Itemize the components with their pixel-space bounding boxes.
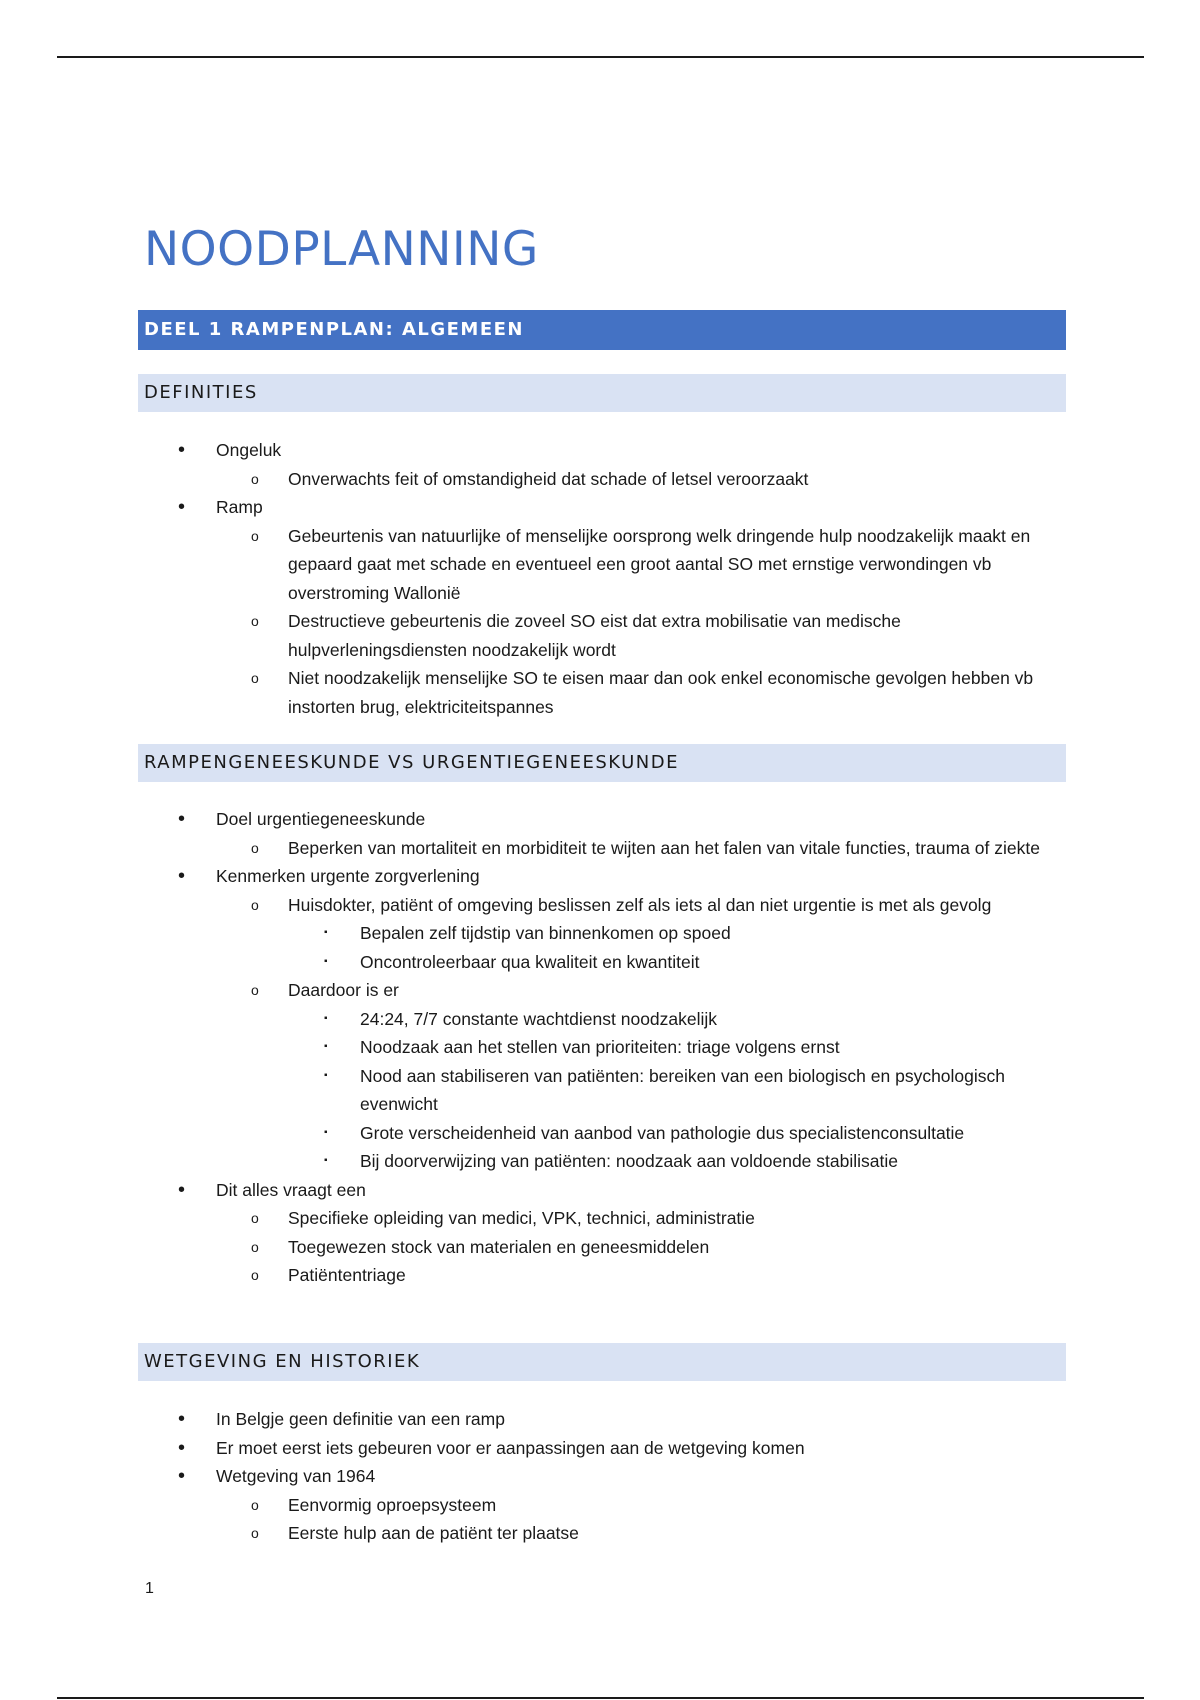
list-item-text: Bij doorverwijzing van patiënten: noodzaak aan voldoende stabilisatie (360, 1151, 898, 1171)
section-list (138, 805, 1066, 1290)
list-item-text: Bepalen zelf tijdstip van binnenkomen op spoed (360, 923, 731, 943)
page-number: 1 (145, 1580, 154, 1597)
document-title: NOODPLANNING (144, 222, 539, 277)
bullet-marker: o (251, 470, 259, 487)
list-item (138, 834, 1066, 863)
list-item (138, 436, 1066, 465)
list-item (138, 1434, 1066, 1463)
section-list (138, 1405, 1066, 1548)
list-item (138, 1204, 1066, 1233)
header-rule (57, 56, 1144, 58)
bullet-marker: • (178, 439, 186, 461)
list-item-text: Gebeurtenis van natuurlijke of menselijke oorsprong welk dringende hulp noodzakelijk maakt en gepaard gaat met schade en eventueel een groot aantal SO met ernstige verwondingen vb overstroming Wallonië (288, 525, 1031, 603)
list-item-text: Ongeluk (216, 440, 282, 460)
part-heading: DEEL 1 RAMPENPLAN: ALGEMEEN (138, 310, 1066, 350)
list-item (138, 1462, 1066, 1491)
bullet-marker: • (178, 1436, 186, 1459)
list-item-text: Patiëntentriage (288, 1265, 406, 1285)
bullet-marker: ▪ (324, 1069, 328, 1081)
bullet-marker: ▪ (324, 927, 328, 938)
bullet-marker: • (178, 1178, 186, 1201)
list-item-text: Toegewezen stock van materialen en geneesmiddelen (288, 1236, 710, 1257)
bullet-marker: o (251, 982, 259, 998)
list-item-text: Noodzaak aan het stellen van prioriteiten: triage volgens ernst (360, 1037, 840, 1057)
section-heading: RAMPENGENEESKUNDE VS URGENTIEGENEESKUNDE (138, 744, 1066, 782)
list-item-text: Oncontroleerbaar qua kwaliteit en kwantiteit (360, 951, 700, 972)
section-heading: DEFINITIES (138, 374, 1066, 412)
bullet-marker: ▪ (324, 955, 328, 967)
list-item-text: Dit alles vraagt een (216, 1179, 366, 1200)
section-heading: WETGEVING EN HISTORIEK (138, 1343, 1066, 1381)
list-item-text: Specifieke opleiding van medici, VPK, technici, administratie (288, 1208, 755, 1228)
list-item (138, 1519, 1066, 1548)
list-item-text: Onverwachts feit of omstandigheid dat schade of letsel veroorzaakt (288, 468, 809, 489)
list-item (138, 1405, 1066, 1434)
list-item-text: Kenmerken urgente zorgverlening (216, 866, 480, 886)
list-item (138, 1261, 1066, 1290)
bullet-marker: o (251, 1210, 259, 1226)
bullet-marker: o (251, 1267, 259, 1283)
bullet-marker: o (251, 613, 259, 629)
list-item (138, 1062, 1066, 1119)
bullet-marker: • (178, 1408, 186, 1430)
list-item (138, 607, 1066, 664)
list-item-text: Ramp (216, 497, 263, 517)
list-item-text: 24:24, 7/7 constante wachtdienst noodzakelijk (360, 1008, 718, 1029)
list-item (138, 805, 1066, 834)
section-list (138, 436, 1066, 721)
list-item (138, 1491, 1066, 1520)
list-item-text: Grote verscheidenheid van aanbod van pathologie dus specialistenconsultatie (360, 1122, 965, 1143)
list-item (138, 948, 1066, 977)
list-item (138, 1119, 1066, 1148)
bullet-marker: ▪ (324, 1012, 328, 1024)
list-item-text: Huisdokter, patiënt of omgeving beslissen zelf als iets al dan niet urgentie is met als gevolg (288, 894, 992, 915)
bullet-marker: ▪ (324, 1041, 328, 1052)
list-item (138, 1033, 1066, 1062)
bullet-marker: • (178, 808, 186, 830)
list-item (138, 891, 1066, 920)
list-item (138, 1005, 1066, 1034)
bullet-marker: • (178, 1465, 186, 1487)
list-item-text: Destructieve gebeurtenis die zoveel SO eist dat extra mobilisatie van medische hulpverleningsdiensten noodzakelijk wordt (288, 611, 901, 660)
bullet-marker: • (178, 496, 186, 518)
list-item (138, 919, 1066, 948)
bullet-marker: • (178, 865, 186, 887)
list-item-text: Nood aan stabiliseren van patiënten: bereiken van een biologisch en psychologisch evenwicht (360, 1065, 1006, 1114)
list-item (138, 465, 1066, 494)
list-item (138, 976, 1066, 1005)
list-item-text: Daardoor is er (288, 980, 399, 1000)
list-item (138, 522, 1066, 608)
list-item (138, 1176, 1066, 1205)
bullet-marker: o (251, 527, 259, 544)
list-item (138, 862, 1066, 891)
bullet-marker: o (251, 839, 259, 856)
list-item-text: Er moet eerst iets gebeuren voor er aanpassingen aan de wetgeving komen (216, 1437, 805, 1458)
list-item (138, 1233, 1066, 1262)
bullet-marker: ▪ (324, 1126, 328, 1138)
bullet-marker: ▪ (324, 1155, 328, 1166)
footer-rule (57, 1697, 1144, 1699)
list-item (138, 493, 1066, 522)
bullet-marker: o (251, 896, 259, 913)
list-item (138, 664, 1066, 721)
list-item-text: Doel urgentiegeneeskunde (216, 809, 426, 829)
list-item-text: Eerste hulp aan de patiënt ter plaatse (288, 1523, 579, 1543)
list-item-text: Niet noodzakelijk menselijke SO te eisen maar dan ook enkel economische gevolgen hebben vb instorten brug, elektriciteitspannes (288, 668, 1034, 717)
list-item-text: In Belgje geen definitie van een ramp (216, 1409, 505, 1429)
bullet-marker: o (251, 1238, 259, 1255)
list-item-text: Beperken van mortaliteit en morbiditeit te wijten aan het falen van vitale functies, trauma of ziekte (288, 837, 1040, 858)
list-item (138, 1147, 1066, 1176)
bullet-marker: o (251, 670, 259, 686)
bullet-marker: o (251, 1525, 259, 1541)
list-item-text: Eenvormig oproepsysteem (288, 1494, 497, 1515)
bullet-marker: o (251, 1496, 259, 1513)
list-item-text: Wetgeving van 1964 (216, 1466, 376, 1486)
